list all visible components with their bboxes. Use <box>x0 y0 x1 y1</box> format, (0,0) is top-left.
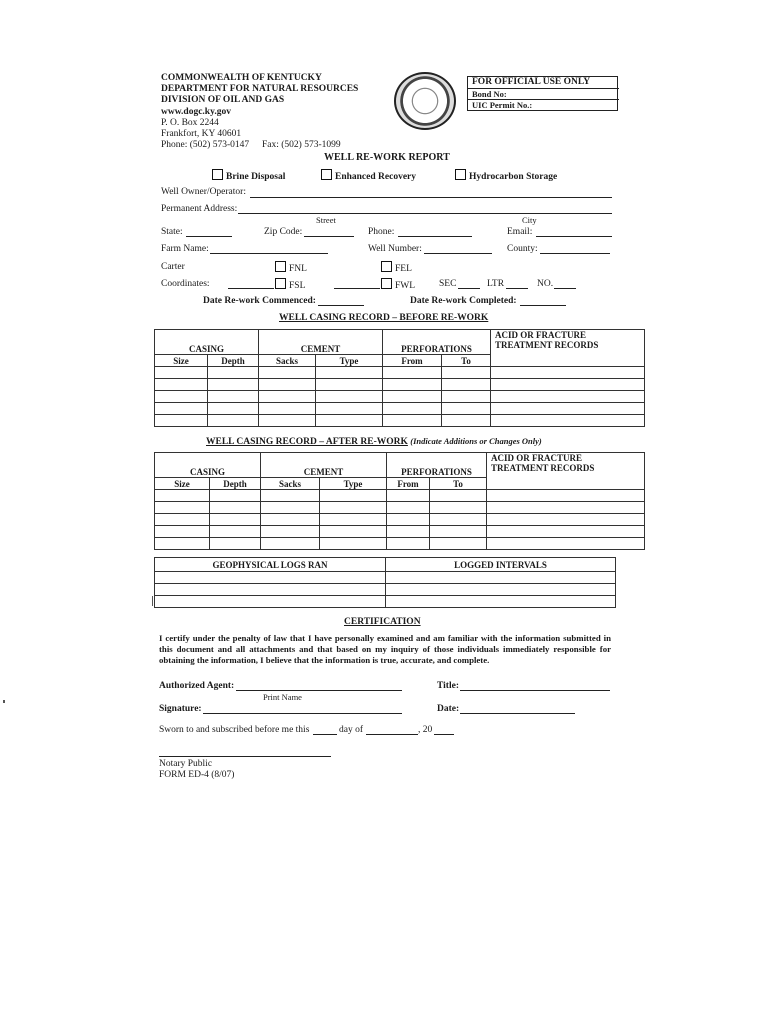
table-row <box>155 584 616 596</box>
table-row <box>155 572 616 584</box>
bond-number-label: Bond No: <box>472 89 507 99</box>
sworn-text-b: day of <box>339 725 364 735</box>
enhanced-checkbox[interactable] <box>321 169 332 180</box>
before-depth-col: Depth <box>208 355 259 367</box>
email-label: Email: <box>507 227 533 237</box>
sworn-month-field[interactable] <box>366 734 418 735</box>
address-field[interactable] <box>238 213 612 214</box>
no-field[interactable] <box>554 288 576 289</box>
signature-label: Signature: <box>159 704 202 714</box>
fnl-checkbox[interactable] <box>275 261 286 272</box>
after-to-col: To <box>430 478 487 490</box>
authorized-agent-field[interactable] <box>236 690 402 691</box>
before-rework-title: WELL CASING RECORD – BEFORE RE-WORK <box>279 313 489 323</box>
authorized-agent-label: Authorized Agent: <box>159 681 235 691</box>
title-label: Title: <box>437 681 459 691</box>
after-type-col: Type <box>320 478 387 490</box>
signature-field[interactable] <box>203 713 402 714</box>
coordinates-field-2[interactable] <box>334 288 380 289</box>
brine-disposal-option[interactable]: Brine Disposal <box>212 169 285 182</box>
print-name-caption: Print Name <box>263 692 302 702</box>
table-row <box>155 403 645 415</box>
phone-field[interactable] <box>398 236 472 237</box>
after-casing-header: CASING <box>155 453 261 478</box>
ltr-label: LTR <box>487 279 505 289</box>
after-acid-header: ACID OR FRACTURE TREATMENT RECORDS <box>487 453 645 490</box>
date-label: Date: <box>437 704 460 714</box>
sec-field[interactable] <box>458 288 480 289</box>
after-casing-table <box>154 452 645 550</box>
street-caption: Street <box>316 215 336 225</box>
notary-label: Notary Public <box>159 759 213 769</box>
fwl-checkbox[interactable] <box>381 278 392 289</box>
before-to-col: To <box>442 355 491 367</box>
no-label: NO. <box>537 279 554 289</box>
sworn-day-field[interactable] <box>313 734 337 735</box>
farm-field[interactable] <box>210 253 328 254</box>
agency-division: DIVISION OF OIL AND GAS <box>161 95 285 105</box>
agency-department: DEPARTMENT FOR NATURAL RESOURCES <box>161 84 359 94</box>
commenced-field[interactable] <box>318 305 364 306</box>
scan-speck <box>3 700 5 703</box>
zip-label: Zip Code: <box>264 227 303 237</box>
sec-label: SEC <box>439 279 457 289</box>
certification-text: I certify under the penalty of law that I have personally examined and am familiar with the information submitted in this document and all attachments and that based on my inquiry of those individuals immediately responsible for obtaining the information, I believe that the information is true, accurate, and complete. <box>159 633 611 666</box>
after-rework-heading <box>206 436 542 447</box>
table-row <box>155 526 645 538</box>
logs-table <box>154 557 616 608</box>
table-row <box>155 379 645 391</box>
before-size-col: Size <box>155 355 208 367</box>
after-rework-title: WELL CASING RECORD – AFTER RE-WORK <box>206 437 408 447</box>
coordinates-field-1[interactable] <box>228 288 274 289</box>
sworn-year-field[interactable] <box>434 734 454 735</box>
after-cement-header: CEMENT <box>261 453 387 478</box>
owner-label: Well Owner/Operator: <box>161 187 246 197</box>
geophysical-logs-header: GEOPHYSICAL LOGS RAN <box>155 558 386 572</box>
county-label: County: <box>507 244 538 254</box>
before-sacks-col: Sacks <box>259 355 316 367</box>
commenced-label: Date Re-work Commenced: <box>203 296 316 306</box>
table-row <box>155 502 645 514</box>
address-label: Permanent Address: <box>161 204 238 214</box>
hydrocarbon-storage-option[interactable]: Hydrocarbon Storage <box>455 169 557 182</box>
after-perforations-header: PERFORATIONS <box>387 453 487 478</box>
fsl-option[interactable]: FSL <box>275 278 305 291</box>
agency-website: www.dogc.ky.gov <box>161 107 231 117</box>
coordinates-label: Coordinates: <box>161 279 210 289</box>
agency-po-box: P. O. Box 2244 <box>161 118 219 128</box>
logged-intervals-header: LOGGED INTERVALS <box>386 558 616 572</box>
scan-speck <box>152 596 153 606</box>
phone-label: Phone: <box>368 227 395 237</box>
completed-field[interactable] <box>520 305 566 306</box>
email-field[interactable] <box>536 236 612 237</box>
zip-field[interactable] <box>304 236 354 237</box>
state-label: State: <box>161 227 183 237</box>
before-cement-header: CEMENT <box>259 330 383 355</box>
agency-fax: Fax: (502) 573-1099 <box>262 140 341 150</box>
well-number-field[interactable] <box>424 253 492 254</box>
table-row <box>155 415 645 427</box>
before-casing-table <box>154 329 645 427</box>
before-from-col: From <box>383 355 442 367</box>
table-row <box>155 367 645 379</box>
form-id: FORM ED-4 (8/07) <box>159 770 235 780</box>
fnl-option[interactable]: FNL <box>275 261 307 274</box>
date-field[interactable] <box>460 713 575 714</box>
after-depth-col: Depth <box>210 478 261 490</box>
agency-commonwealth: COMMONWEALTH OF KENTUCKY <box>161 73 322 83</box>
state-seal-icon <box>394 72 456 130</box>
state-field[interactable] <box>186 236 232 237</box>
fel-option[interactable]: FEL <box>381 261 412 274</box>
table-row <box>155 490 645 502</box>
table-row <box>155 538 645 550</box>
table-row <box>155 596 616 608</box>
city-caption: City <box>522 215 537 225</box>
brine-checkbox[interactable] <box>212 169 223 180</box>
carter-label: Carter <box>161 262 185 272</box>
before-type-col: Type <box>316 355 383 367</box>
uic-permit-label: UIC Permit No.: <box>468 99 619 110</box>
certification-title: CERTIFICATION <box>344 617 421 627</box>
official-use-box <box>467 76 618 111</box>
county-field[interactable] <box>540 253 610 254</box>
enhanced-recovery-option[interactable]: Enhanced Recovery <box>321 169 416 182</box>
owner-field[interactable] <box>250 197 612 198</box>
agency-phone: Phone: (502) 573-0147 <box>161 140 250 150</box>
farm-label: Farm Name: <box>161 244 209 254</box>
table-row <box>155 391 645 403</box>
sworn-text-a: Sworn to and subscribed before me this <box>159 725 310 735</box>
after-from-col: From <box>387 478 430 490</box>
before-perforations-header: PERFORATIONS <box>383 330 491 355</box>
ltr-field[interactable] <box>506 288 528 289</box>
hydrocarbon-checkbox[interactable] <box>455 169 466 180</box>
before-casing-header: CASING <box>155 330 259 355</box>
agency-city: Frankfort, KY 40601 <box>161 129 242 139</box>
title-field[interactable] <box>460 690 610 691</box>
table-row <box>155 514 645 526</box>
well-number-label: Well Number: <box>368 244 422 254</box>
official-use-title: FOR OFFICIAL USE ONLY <box>468 77 619 89</box>
before-acid-header: ACID OR FRACTURE TREATMENT RECORDS <box>491 330 645 367</box>
notary-signature-field[interactable] <box>159 756 331 757</box>
completed-label: Date Re-work Completed: <box>410 296 517 306</box>
after-size-col: Size <box>155 478 210 490</box>
fwl-option[interactable]: FWL <box>381 278 415 291</box>
fsl-checkbox[interactable] <box>275 278 286 289</box>
after-rework-note: (Indicate Additions or Changes Only) <box>410 436 542 446</box>
after-sacks-col: Sacks <box>261 478 320 490</box>
fel-checkbox[interactable] <box>381 261 392 272</box>
sworn-text-c: , 20 <box>418 725 433 735</box>
form-title: WELL RE-WORK REPORT <box>324 152 450 163</box>
